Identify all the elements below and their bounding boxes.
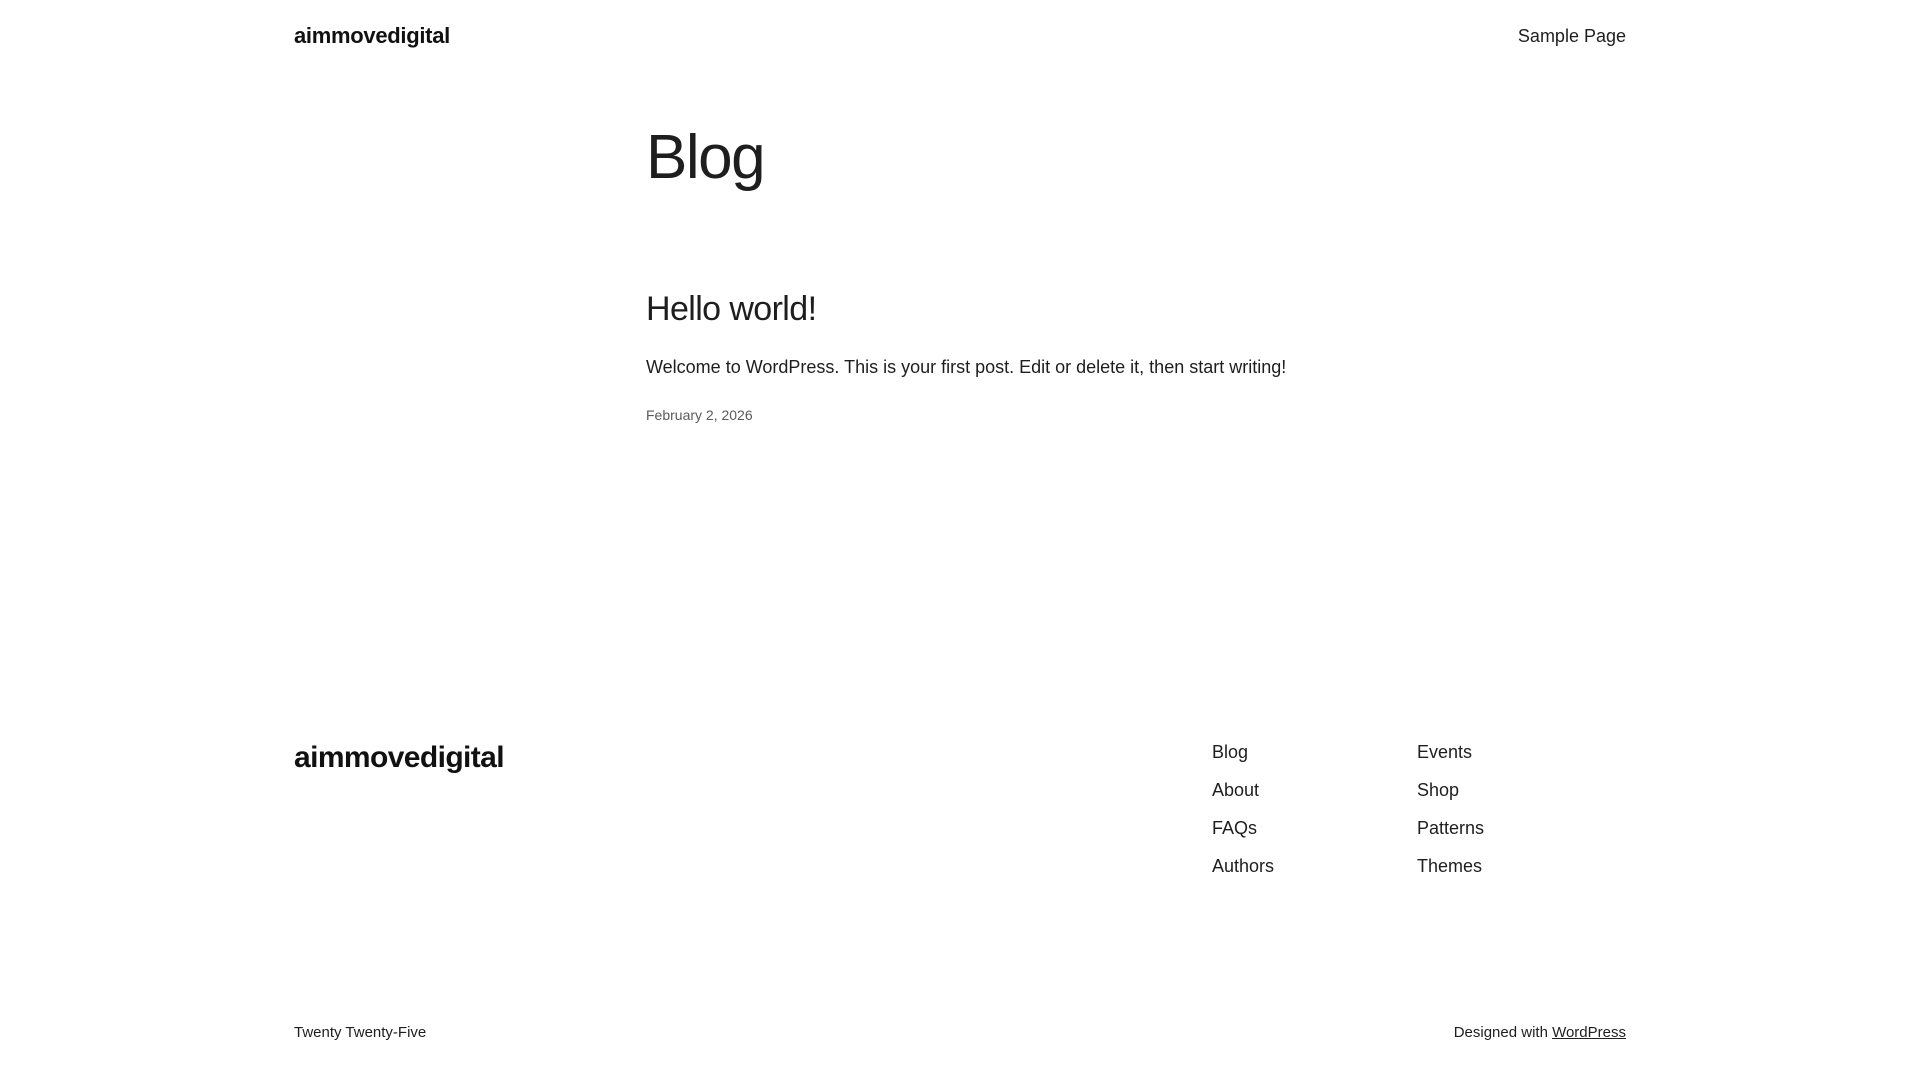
list-item bbox=[646, 290, 1666, 422]
site-header bbox=[0, 0, 1920, 72]
footer-link-themes[interactable]: Themes bbox=[1417, 856, 1483, 876]
footer-link-blog[interactable]: Blog bbox=[1212, 742, 1249, 762]
post-list bbox=[646, 290, 1666, 422]
footer-column-two bbox=[1417, 743, 1622, 875]
nav-item-sample-page[interactable]: Sample Page bbox=[1517, 26, 1626, 46]
site-title[interactable]: aimmovedigital bbox=[294, 23, 450, 48]
footer-link-patterns[interactable]: Patterns bbox=[1417, 818, 1485, 838]
footer-link-authors[interactable]: Authors bbox=[1212, 856, 1275, 876]
footer-bottom bbox=[294, 1024, 1626, 1041]
footer-link-faqs[interactable]: FAQs bbox=[1212, 818, 1258, 838]
footer-link-shop[interactable]: Shop bbox=[1417, 780, 1460, 800]
wordpress-link[interactable]: WordPress bbox=[1552, 1024, 1626, 1041]
footer-top bbox=[294, 720, 1626, 875]
footer-column-one bbox=[1212, 743, 1417, 875]
designed-with-credit bbox=[1454, 1024, 1626, 1041]
post-excerpt: Welcome to WordPress. This is your first post. Edit or delete it, then start writing! bbox=[646, 357, 1287, 378]
footer-link-events[interactable]: Events bbox=[1417, 742, 1473, 762]
footer-site-title[interactable]: aimmovedigital bbox=[294, 741, 504, 774]
post-title[interactable]: Hello world! bbox=[646, 290, 817, 329]
page-title: Blog bbox=[646, 123, 765, 192]
main-content bbox=[646, 125, 1666, 462]
footer-link-about[interactable]: About bbox=[1212, 780, 1260, 800]
footer-link-columns bbox=[1212, 743, 1622, 875]
theme-name: Twenty Twenty-Five bbox=[294, 1024, 427, 1041]
primary-navigation bbox=[1518, 27, 1626, 45]
designed-with-text: Designed with bbox=[1453, 1024, 1553, 1041]
post-date: February 2, 2026 bbox=[646, 406, 753, 423]
